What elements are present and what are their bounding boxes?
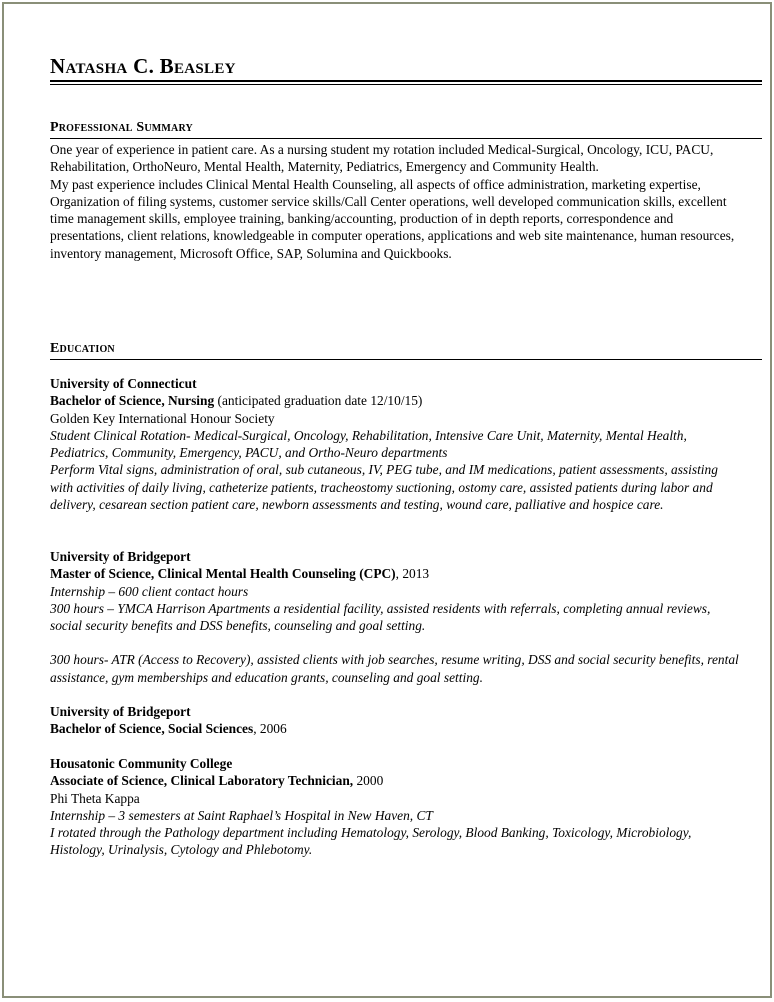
degree-detail: , 2006 bbox=[253, 721, 287, 737]
degree-line bbox=[50, 565, 740, 582]
clinical-rotation: Student Clinical Rotation- Medical-Surgical, Oncology, Rehabilitation, Intensive Care Unit, Maternity, Mental Health, Pediatrics, Community, Emergency, PACU, and Ortho-Neuro departments bbox=[50, 427, 687, 461]
honor-society: Golden Key International Honour Society bbox=[50, 410, 275, 426]
degree-name: Bachelor of Science, Nursing bbox=[50, 393, 215, 409]
education-entry-bridgeport-ms bbox=[50, 548, 740, 686]
summary-paragraph-1: One year of experience in patient care. As a nursing student my rotation included Medical-Surgical, Oncology, ICU, PACU, Rehabilitation, OrthoNeuro, Mental Health, Maternity, Pediatrics, Emergency and Community Health. bbox=[50, 142, 714, 175]
resume-page bbox=[2, 2, 772, 998]
honor-society: Phi Theta Kappa bbox=[50, 790, 140, 806]
internship-summary: Internship – 3 semesters at Saint Raphael’s Hospital in New Haven, CT bbox=[50, 807, 433, 823]
summary-divider bbox=[50, 138, 762, 139]
degree-detail: , 2013 bbox=[395, 566, 430, 582]
education-entry-bridgeport-bs bbox=[50, 703, 740, 738]
school-name: University of Connecticut bbox=[50, 376, 197, 391]
school-name: Housatonic Community College bbox=[50, 756, 233, 771]
summary-block bbox=[50, 141, 740, 262]
name-divider bbox=[50, 80, 762, 85]
summary-paragraph-2: My past experience includes Clinical Mental Health Counseling, all aspects of office administration, marketing expertise, Organization of filing systems, customer service skills/Call Center operations, well developed communication skills, excellent time management skills, employee training, banking/accounting, production of in depth reports, correspondence and presentations, client relations, knowledgeable in computer operations, applications and web site maintenance, human resources, inventory management, Microsoft Office, SAP, Solumina and Quickbooks. bbox=[50, 176, 735, 261]
education-entry-housatonic bbox=[50, 755, 740, 859]
pathology-rotation: I rotated through the Pathology department including Hematology, Serology, Blood Banking, Toxicology, Microbiology, Histology, Urinalysis, Cytology and Phlebotomy. bbox=[50, 825, 692, 858]
school-name: University of Bridgeport bbox=[50, 704, 191, 719]
degree-name: Associate of Science, Clinical Laboratory Technician, bbox=[50, 773, 354, 789]
degree-name: Master of Science, Clinical Mental Health Counseling (CPC) bbox=[50, 566, 396, 582]
degree-line bbox=[50, 392, 740, 409]
candidate-name: Natasha C. Beasley bbox=[50, 54, 236, 78]
internship-summary: Internship – 600 client contact hours bbox=[50, 583, 249, 599]
degree-line bbox=[50, 720, 740, 737]
degree-detail: (anticipated graduation date 12/10/15) bbox=[214, 393, 423, 409]
degree-line bbox=[50, 772, 740, 789]
summary-heading: Professional Summary bbox=[50, 120, 193, 135]
internship-ymca: 300 hours – YMCA Harrison Apartments a residential facility, assisted residents with referrals, completing annual reviews, social security benefits and DSS benefits, counseling and goal setting. bbox=[50, 600, 711, 634]
education-heading: Education bbox=[50, 341, 115, 356]
clinical-duties: Perform Vital signs, administration of oral, sub cutaneous, IV, PEG tube, and IM medications, patient assessments, assisting with activities of daily living, catheterize patients, tracheostomy suctioning, ostomy care, assisted patients during labor and delivery, cesarean section patient care, newborn assessments and testing, wound care, palliative and hospice care. bbox=[50, 462, 718, 513]
education-divider bbox=[50, 359, 762, 360]
education-entry-uconn bbox=[50, 375, 740, 513]
internship-atr: 300 hours- ATR (Access to Recovery), assisted clients with job searches, resume writing, DSS and social security benefits, rental assistance, gym memberships and education grants, counseling and goal setting. bbox=[50, 652, 739, 685]
school-name: University of Bridgeport bbox=[50, 549, 191, 564]
degree-detail: 2000 bbox=[353, 773, 384, 789]
degree-name: Bachelor of Science, Social Sciences bbox=[50, 721, 254, 737]
